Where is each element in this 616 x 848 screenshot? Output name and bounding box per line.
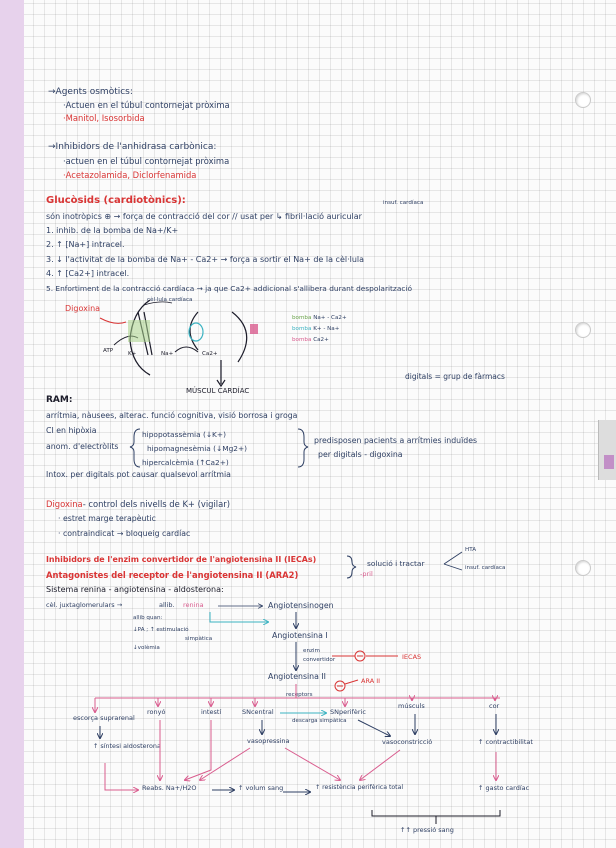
legend-name: bomba [292,337,312,343]
raas-renina: renina [183,601,204,609]
raas-insuf: insuf. cardíaca [465,565,506,571]
glucosids-item: 1. inhib. de la bomba de Na+/K+ [46,226,179,235]
digitals-note: digitals = grup de fàrmacs [405,372,505,381]
ara2-title: Antagonistes del receptor de l'angiotensina II (ARA2) [46,570,299,580]
glucosids-title: Glucòsids (cardiotònics): [46,195,186,206]
volum-label: ↑ volum sang [238,784,284,792]
glucosids-line1: són inotròpics ⊕ → força de contracció del cor // usat per ↳ fibril·lació auricular [46,212,362,221]
raas-quan: allib quan: [133,615,163,621]
pressio-label: ↑↑ pressió sang [400,826,454,834]
target-snc: SNcentral [242,708,274,716]
target-escorca: escorça suprarenal [73,714,135,722]
raas-pril: -pril [360,570,373,578]
legend-desc: K+ - Na+ [313,326,340,332]
enzim-label: enzim [303,648,320,654]
raas-sol: solució i tractar [367,559,425,568]
gasto-label: ↑ gasto cardíac [478,784,530,792]
target-ronyo: ronyó [147,708,166,716]
vasoconstriccio-label: vasoconstricció [382,738,433,746]
legend-name: bomba [292,326,312,332]
osmotic-title: →Agents osmòtics: [48,87,133,97]
diagram-digoxina: Digoxina [65,304,101,313]
ieca-title: Inhibidors de l'enzim convertidor de l'angiotensina II (IECAs) [46,555,317,564]
raas-quan1: ↓PA ; ↑ estimulació [133,627,189,633]
ram-pred1: predisposen pacients a arrítmies induïdes [314,436,478,445]
diagram-na: Na+ [161,351,174,357]
target-musculs: músculs [398,702,425,710]
raas-system: Sistema renina - angiotensina - aldosterona: [46,585,224,594]
legend-name: bomba [292,315,312,321]
diagram-k: K+ [128,351,137,357]
angiotensin-1: Angiotensina I [272,631,328,640]
target-intesti: intestí [201,708,222,716]
legend-desc: Na+ - Ca2+ [313,315,347,321]
legend-desc: Ca2+ [313,337,329,343]
carbonic-line2: ·Acetazolamida, Diclorfenamida [63,170,197,180]
sintesi-label: ↑ síntesi aldosterona [93,742,161,750]
angiotensinogen: Angiotensinogen [268,601,334,610]
enzim-label-2: convertidor [303,657,336,663]
digoxina-control: - control dels nivells de K+ (vigilar) [82,499,230,509]
raas-quan1b: simpàtica [185,636,213,642]
carbonic-title: →Inhibidors de l'anhidrasa carbònica: [48,142,217,152]
glucosids-item: 5. Enfortiment de la contracció cardíaca → ja que Ca2+ addicional s'allibera durant despolarització [46,284,412,293]
diagram-atp: ATP [103,348,114,354]
diagram-muscle: MÚSCUL CARDÍAC [186,387,250,395]
glucosids-item: 3. ↓ l'activitat de la bomba de Na+ - Ca2+ → força a sortir el Na+ de la cèl·lula [46,255,365,264]
vasopressina-label: vasopressina [247,737,290,745]
descarga-label: descarga simpàtica [292,718,347,724]
raas-cel: cèl. juxtaglomerulars → [46,601,123,609]
diagram-cell-label: cèl·lula cardíaca [147,297,193,303]
digoxina-line1: · estret marge terapèutic [58,514,156,523]
resistencia-label: ↑ resistència perifèrica total [315,784,404,791]
ram-el1: hipopotassèmia (↓K+) [142,430,226,439]
raas-quan2: ↓volèmia [133,645,160,651]
target-snp: SNperifèric [330,708,366,716]
ram-line4: Intox. per digitals pot causar qualsevol arrítmia [46,470,231,479]
raas-hta: HTA [465,547,477,553]
ram-el3: hipercalcèmia (↑Ca2+) [142,458,229,467]
contractibilitat-label: ↑ contractibilitat [478,738,533,746]
target-cor: cor [489,702,500,710]
osmotic-line1: ·Actuen en el túbul contornejat pròxima [63,100,230,110]
ram-pred2: per digitals - digoxina [318,450,403,459]
reabs-label: Reabs. Na+/H2O [142,784,197,792]
glucosids-item: 2. ↑ [Na+] intracel. [46,240,125,249]
carbonic-line1: ·actuen en el túbul contornejat pròxima [63,156,230,166]
glucosids-annot: insuf. cardíaca [383,200,424,206]
ram-el2: hipomagnesèmia (↓Mg2+) [147,444,248,453]
digoxina-name: Digoxina [46,499,83,509]
ram-line2: CI en hipòxia [46,426,97,435]
ram-line3: anom. d'electròlits [46,442,119,451]
ara-label: ARA II [361,677,381,685]
ieca-label: IECAS [402,653,422,661]
diagram-ca: Ca2+ [202,351,218,357]
glucosids-item: 4. ↑ [Ca2+] intracel. [46,269,130,278]
receptors-label: receptors [286,692,313,698]
ram-title: RAM: [46,395,73,405]
ram-line1: arrítmia, nàusees, alterac. funció cognitiva, visió borrosa i groga [46,411,298,420]
angiotensin-2: Angiotensina II [268,672,326,681]
osmotic-line2: ·Manitol, Isosorbida [63,113,145,123]
raas-allib: allib. [159,601,175,609]
digoxina-line2: · contraindicat → bloqueig cardíac [58,529,191,538]
